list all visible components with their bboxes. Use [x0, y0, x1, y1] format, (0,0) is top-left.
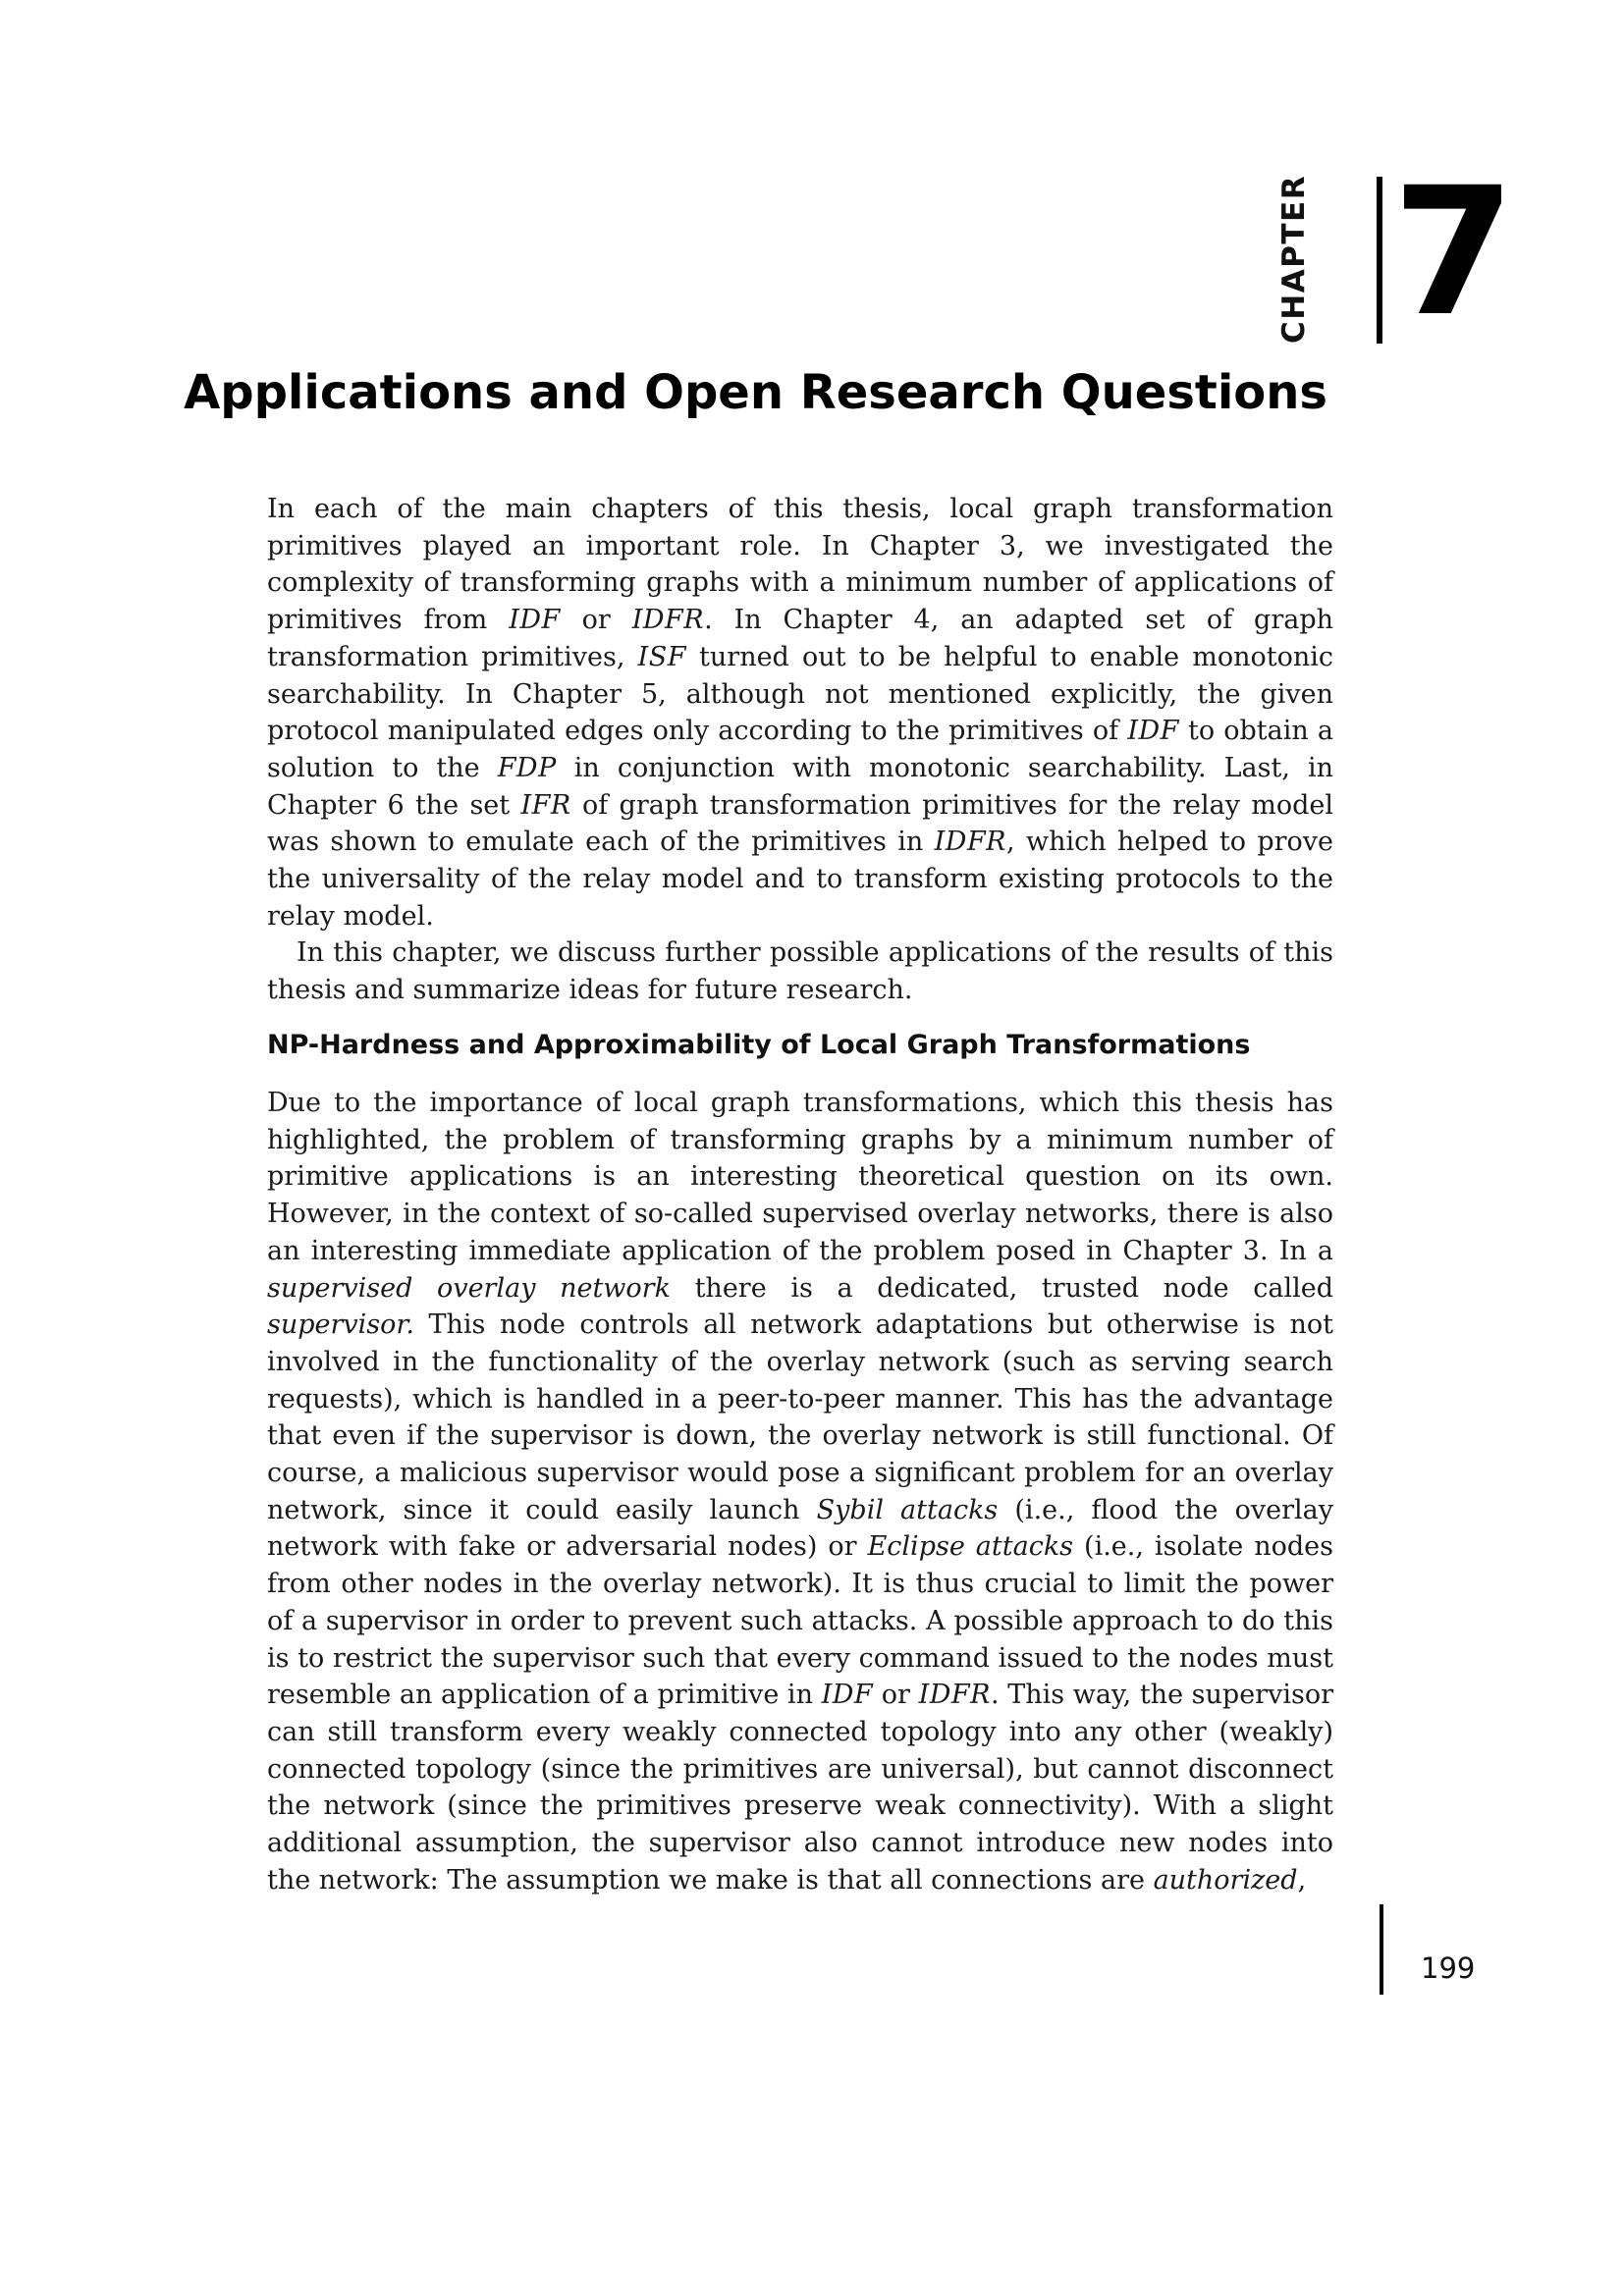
- symbol-isf: ISF: [637, 641, 686, 672]
- page-number: 199: [1421, 1951, 1476, 1985]
- symbol-idf: IDF: [1127, 716, 1179, 747]
- text-run: or: [560, 605, 632, 636]
- emphasis-term: authorized: [1153, 1864, 1298, 1896]
- symbol-idfr: IDFR: [934, 827, 1007, 858]
- symbol-idfr: IDFR: [631, 605, 705, 636]
- emphasis-term: Sybil attacks: [816, 1494, 999, 1525]
- chapter-number: 7: [1392, 150, 1516, 355]
- section-heading: NP-Hardness and Approximability of Local Graph Transformations: [267, 1030, 1251, 1060]
- symbol-idf: IDF: [821, 1680, 874, 1711]
- text-run: there is a dedicated, trusted node called: [670, 1272, 1333, 1304]
- symbol-ifr: IFR: [520, 789, 571, 821]
- text-run: of graph transformation primitives for the relay model was shown to emulate each of the primitives in: [267, 789, 1334, 858]
- emphasis-term: supervisor.: [267, 1309, 414, 1341]
- text-run: In each of the main chapters of this thesis, local graph transformation primitives played an important role. In Chapter 3, we investigated the complexity of transforming graphs with a minimum number of applications of primitives from: [267, 494, 1333, 636]
- intro-text: [267, 491, 1333, 1009]
- section-paragraph-1: [267, 1085, 1333, 1898]
- text-run: in conjunction with monotonic searchability. Last, in Chapter 6 the set: [267, 752, 1333, 821]
- text-run: , which helped to prove the universality of the relay model and to transform existing protocols to the relay model.: [267, 827, 1333, 932]
- chapter-title: Applications and Open Research Questions: [184, 365, 1327, 420]
- chapter-label: CHAPTER: [1276, 174, 1312, 344]
- text-run: . In Chapter 4, an adapted set of graph transformation primitives,: [267, 605, 1334, 672]
- text-run: (i.e., isolate nodes from other nodes in the overlay network). It is thus crucial to limit the power of a supervisor in order to prevent such attacks. A possible approach to do this is to restrict the supervisor such that every command issued to the nodes must resemble an application of a primitive in: [267, 1531, 1333, 1711]
- intro-paragraph-2: In this chapter, we discuss further possible applications of the results of this thesis and summarize ideas for future research.: [267, 937, 1333, 1006]
- text-run: turned out to be helpful to enable monotonic searchability. In Chapter 5, although not mentioned explicitly, the given protocol manipulated edges only according to the primitives of: [267, 641, 1333, 747]
- page-number-divider: [1380, 1904, 1383, 1995]
- text-run: Due to the importance of local graph transformations, which this thesis has highlighted, the problem of transforming graphs by a minimum number of primitive applications is an interesting theoretical question on its own. However, in the context of so-called supervised overlay networks, there is also an interesting immediate application of the problem posed in Chapter 3. In a: [267, 1088, 1333, 1266]
- chapter-divider: [1377, 177, 1382, 344]
- symbol-fdp: FDP: [497, 752, 557, 783]
- text-run: (i.e., flood the overlay network with fake or adversarial nodes) or: [267, 1494, 1333, 1563]
- text-run: . This way, the supervisor can still transform every weakly connected topology into any other (weakly) connected topology (since the primitives are universal), but cannot disconnect the network (since the primitives preserve weak connectivity). With a slight additional assumption, the supervisor also cannot introduce new nodes into the network: The assumption we make is that all connections are: [267, 1680, 1333, 1896]
- symbol-idfr: IDFR: [918, 1680, 991, 1711]
- text-run: ,: [1297, 1864, 1307, 1896]
- section-text: [267, 1085, 1333, 1898]
- emphasis-term: Eclipse attacks: [867, 1531, 1074, 1563]
- symbol-idf: IDF: [509, 605, 561, 636]
- text-run: or: [873, 1680, 919, 1711]
- emphasis-term: supervised overlay network: [267, 1272, 671, 1304]
- text-run: to obtain a solution to the: [267, 716, 1334, 783]
- text-run: This node controls all network adaptations but otherwise is not involved in the functionality of the overlay network (such as serving search requests), which is handled in a peer-to-peer manner. This has the advantage that even if the supervisor is down, the overlay network is still functional. Of course, a malicious supervisor would pose a significant problem for an overlay network, since it could easily launch: [267, 1309, 1333, 1525]
- intro-paragraph-1: [267, 491, 1333, 934]
